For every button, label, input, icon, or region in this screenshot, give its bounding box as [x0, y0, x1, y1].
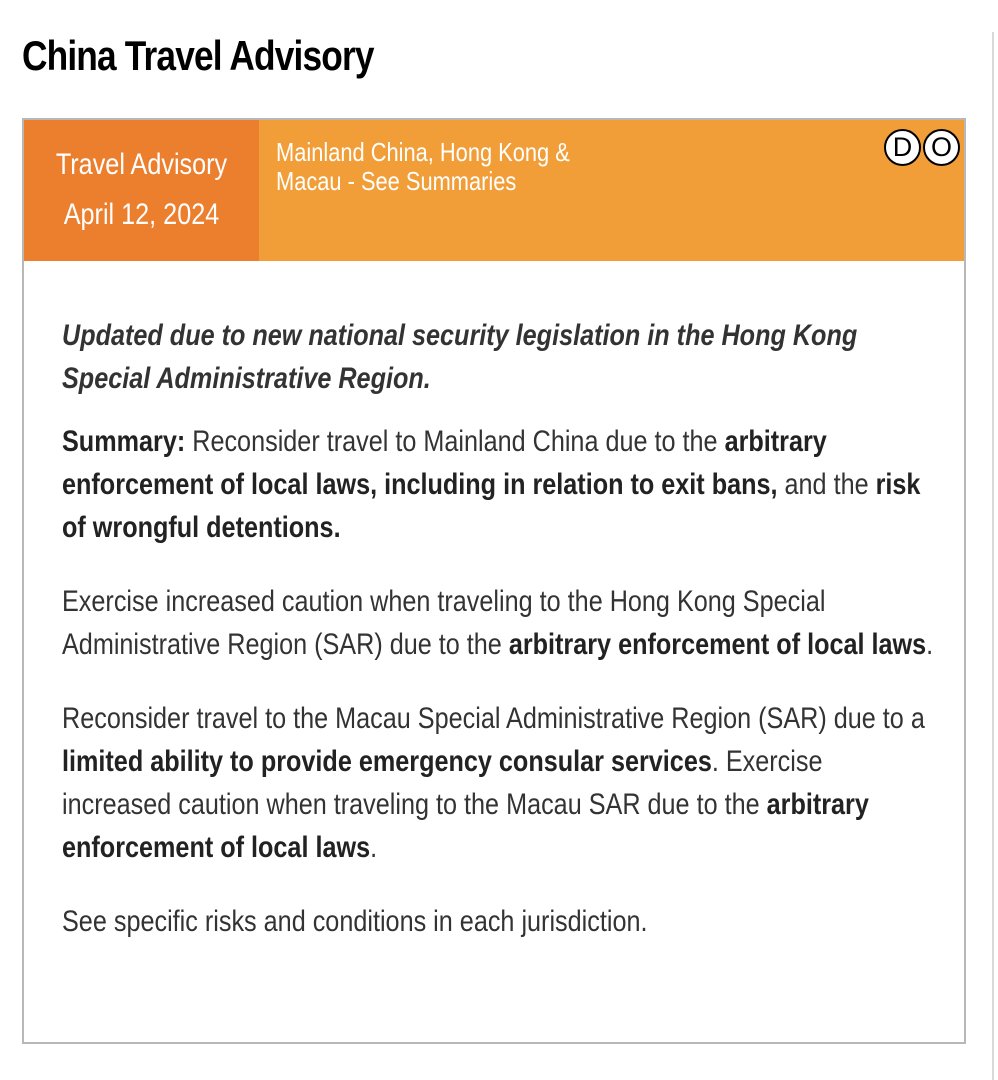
- page-title: China Travel Advisory: [22, 32, 374, 79]
- summary-risk-laws: arbitrary enforcement of local laws, including in relation to exit bans,: [62, 425, 827, 501]
- summary-paragraph: [62, 420, 936, 549]
- advisory-jurisdictions: Mainland China, Hong Kong & Macau - See Summaries: [276, 137, 570, 196]
- advisory-body: [62, 314, 936, 943]
- hong-kong-text: .: [926, 628, 934, 661]
- risk-indicator-badges: [884, 129, 960, 166]
- advisory-level-label: Travel Advisory: [55, 148, 228, 181]
- advisory-card: [22, 118, 966, 1044]
- summary-risk-detentions: risk of wrongful detentions.: [62, 468, 921, 544]
- macau-risk-laws: arbitrary enforcement of local laws: [62, 788, 869, 864]
- hong-kong-risk-laws: arbitrary enforcement of local laws: [508, 628, 927, 661]
- update-note: Updated due to new national security legislation in the Hong Kong Special Administrative Region.: [62, 319, 858, 395]
- page-divider: [992, 32, 994, 1080]
- summary-text: Reconsider travel to Mainland China due to the: [185, 425, 725, 458]
- summary-label: Summary:: [62, 425, 186, 458]
- macau-text: . Exercise increased caution when traveling to the Macau SAR due to the: [62, 745, 823, 821]
- advisory-header: [24, 120, 964, 261]
- hong-kong-paragraph: [62, 580, 936, 666]
- advisory-date: April 12, 2024: [63, 198, 220, 231]
- macau-text: Reconsider travel to the Macau Special Administrative Region (SAR) due to a: [62, 702, 925, 735]
- macau-risk-consular: limited ability to provide emergency consular services: [62, 745, 712, 778]
- risk-indicator-d-badge[interactable]: D: [884, 129, 921, 166]
- advisory-level-block: [24, 120, 259, 261]
- summary-text: and the: [777, 468, 876, 501]
- macau-text: .: [370, 831, 378, 864]
- hong-kong-text: Exercise increased caution when traveling to the Hong Kong Special Administrative Region (SAR) due to the: [62, 585, 826, 661]
- risk-indicator-o-badge[interactable]: O: [923, 129, 960, 166]
- macau-paragraph: [62, 697, 936, 869]
- closing-note: See specific risks and conditions in each jurisdiction.: [62, 905, 648, 938]
